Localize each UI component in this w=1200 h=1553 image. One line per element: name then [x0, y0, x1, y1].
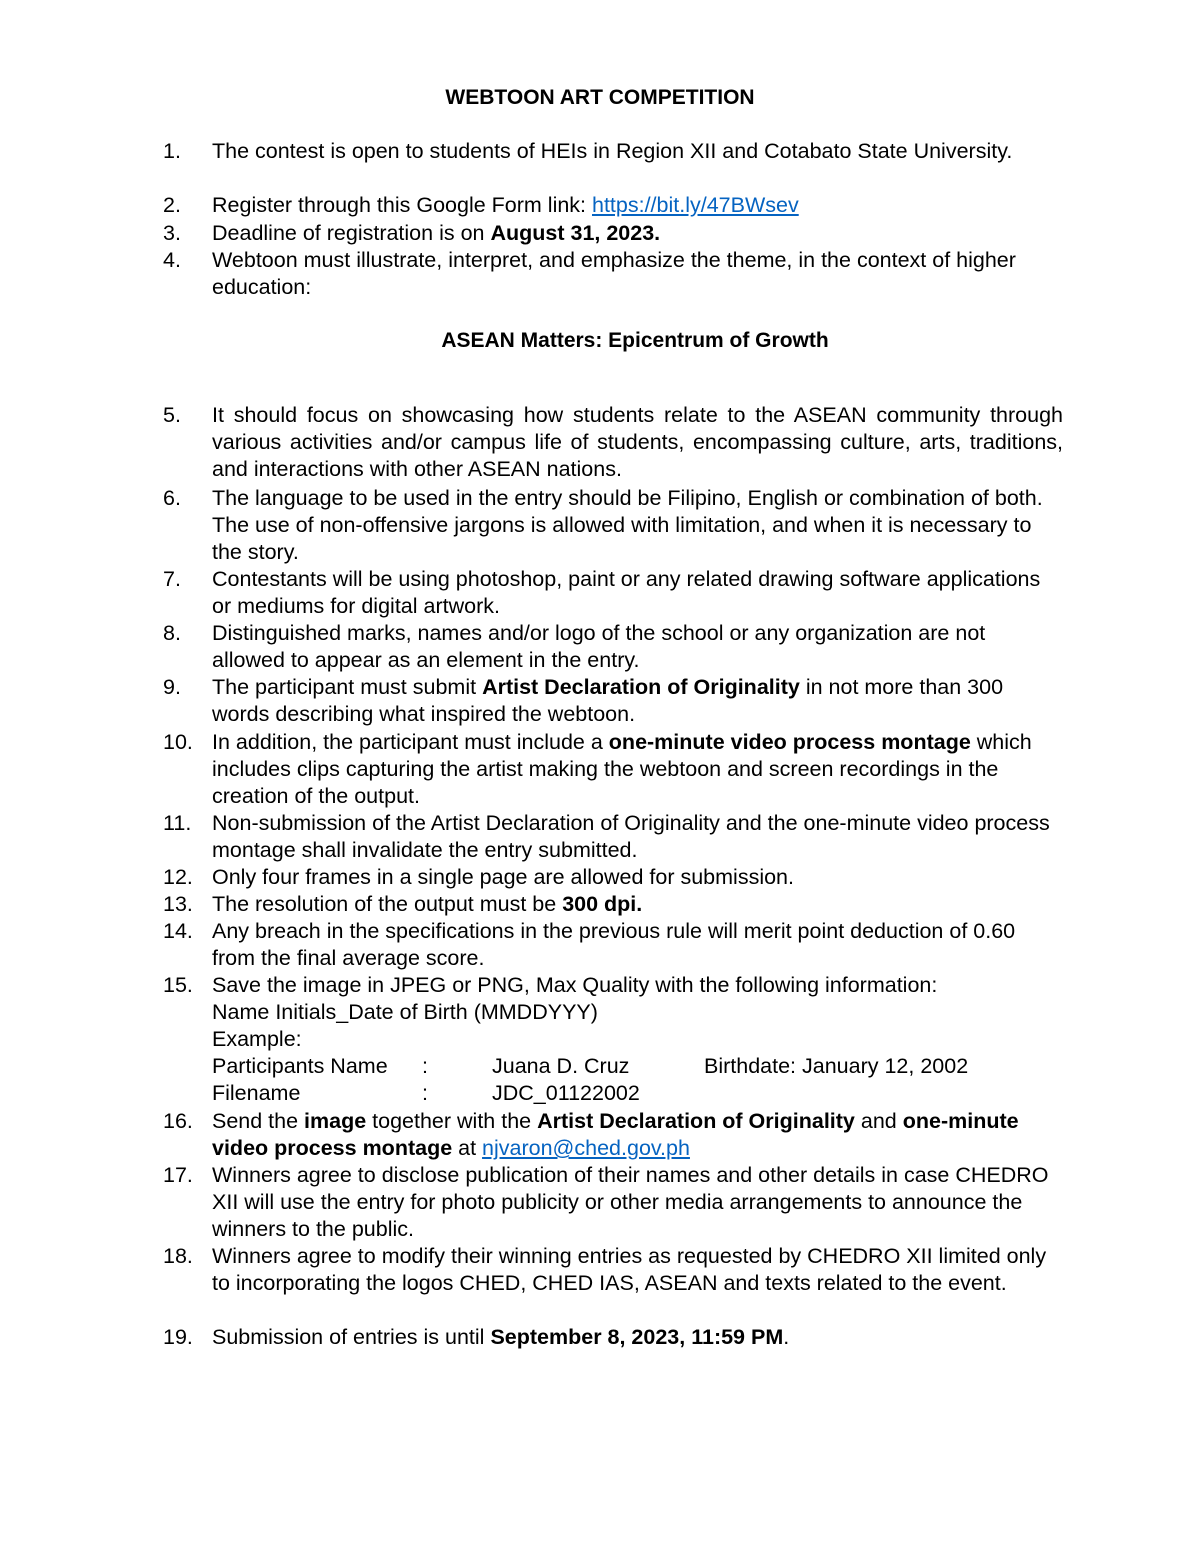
rule-1	[163, 138, 1063, 165]
example-value: Juana D. Cruz	[492, 1054, 630, 1078]
rule-number: 4.	[163, 248, 181, 272]
emphasis: Artist Declaration of Originality	[537, 1109, 855, 1133]
rule-6	[163, 485, 1063, 566]
rule-text: Distinguished marks, names and/or logo of the school or any organization are not allowed to appear as an element in the entry.	[212, 621, 986, 672]
rule-number: 2.	[163, 193, 181, 217]
rule-15	[163, 972, 1063, 1107]
rule-text: Send the	[212, 1109, 305, 1133]
rule-text: Webtoon must illustrate, interpret, and emphasize the theme, in the context of higher education:	[212, 248, 1016, 299]
example-key: Filename	[212, 1081, 301, 1105]
rule-text: The participant must submit	[212, 675, 483, 699]
rule-number: 1.	[163, 139, 181, 163]
rule-text: together with the	[366, 1109, 538, 1133]
rule-text: in not more than 300 words describing what inspired the webtoon.	[212, 675, 1004, 726]
rule-text: Non-submission of the Artist Declaration of Originality and the one-minute video process montage shall invalidate the entry submitted.	[212, 811, 1050, 862]
rule-number: 14.	[163, 919, 193, 943]
filename-format: Name Initials_Date of Birth (MMDDYYY)	[212, 1000, 598, 1024]
example-row-participant	[212, 1053, 1063, 1080]
example-birthdate: Birthdate: January 12, 2002	[704, 1054, 969, 1078]
emphasis: one-minute video process montage	[212, 1109, 1019, 1160]
rule-text: Contestants will be using photoshop, paint or any related drawing software applications or mediums for digital artwork.	[212, 567, 1041, 618]
rule-text: Winners agree to disclose publication of their names and other details in case CHEDRO XII will use the entry for photo publicity or other media arrangements to announce the winners to the public.	[212, 1163, 1049, 1241]
rule-number: 16.	[163, 1109, 193, 1133]
rule-text: Submission of entries is until	[212, 1325, 491, 1349]
rule-number: 18.	[163, 1244, 193, 1268]
document-title: WEBTOON ART COMPETITION	[445, 86, 755, 109]
example-colon: :	[422, 1081, 428, 1105]
rule-text: at	[452, 1136, 483, 1160]
rule-number: 6.	[163, 486, 181, 510]
rule-3	[163, 220, 1063, 247]
rule-text: Any breach in the specifications in the previous rule will merit point deduction of 0.60 from the final average score.	[212, 919, 1016, 970]
example-label: Example:	[212, 1027, 302, 1051]
rule-7	[163, 566, 1063, 620]
rule-number: 3.	[163, 221, 181, 245]
rule-text: The language to be used in the entry should be Filipino, English or combination of both. The use of non-offensive jargons is allowed with limitation, and when it is necessary to the story.	[212, 486, 1043, 564]
example-colon: :	[422, 1054, 428, 1078]
rule-text: which includes clips capturing the artist making the webtoon and screen recordings in the creation of the output.	[212, 730, 1032, 808]
rule-text: Winners agree to modify their winning entries as requested by CHEDRO XII limited only to incorporating the logos CHED, CHED IAS, ASEAN and texts related to the event.	[212, 1244, 1047, 1295]
rule-number: 5.	[163, 403, 181, 427]
emphasis: Artist Declaration of Originality	[482, 675, 800, 699]
submission-deadline: September 8, 2023, 11:59 PM	[490, 1325, 784, 1349]
rule-text: The contest is open to students of HEIs in Region XII and Cotabato State University.	[212, 139, 1013, 163]
rule-number: 9.	[163, 675, 181, 699]
rule-17	[163, 1162, 1063, 1243]
rule-number: 19.	[163, 1325, 193, 1349]
rule-2	[163, 192, 1063, 219]
emphasis: one-minute video process montage	[608, 730, 971, 754]
rule-number: 13.	[163, 892, 193, 916]
email-link[interactable]: njvaron@ched.gov.ph	[482, 1136, 690, 1160]
rule-13	[163, 891, 1063, 918]
example-key: Participants Name	[212, 1054, 388, 1078]
registration-deadline: August 31, 2023.	[490, 221, 661, 245]
rule-16	[163, 1108, 1063, 1162]
rule-number: 8.	[163, 621, 181, 645]
rule-text: Register through this Google Form link:	[212, 193, 592, 217]
rule-19	[163, 1324, 1063, 1351]
rule-text: The resolution of the output must be	[212, 892, 563, 916]
rule-12	[163, 864, 1063, 891]
rule-4	[163, 247, 1063, 301]
emphasis: image	[304, 1109, 367, 1133]
rule-number: 12.	[163, 865, 193, 889]
rule-number: 15.	[163, 973, 193, 997]
rule-18	[163, 1243, 1063, 1297]
rule-text: and	[854, 1109, 903, 1133]
rule-5	[163, 402, 1063, 483]
rule-text: Only four frames in a single page are allowed for submission.	[212, 865, 794, 889]
google-form-link[interactable]: https://bit.ly/47BWsev	[592, 193, 799, 217]
rule-number: 10.	[163, 730, 193, 754]
example-value: JDC_01122002	[492, 1081, 640, 1105]
resolution-value: 300 dpi.	[562, 892, 643, 916]
rule-number: 11.	[163, 811, 192, 835]
rule-text: Save the image in JPEG or PNG, Max Quality with the following information:	[212, 973, 938, 997]
example-row-filename	[212, 1080, 1063, 1107]
rule-text: In addition, the participant must include a	[212, 730, 609, 754]
rule-8	[163, 620, 1063, 674]
rule-11	[163, 810, 1063, 864]
rule-number: 17.	[163, 1163, 193, 1187]
rule-text: Deadline of registration is on	[212, 221, 491, 245]
rule-14	[163, 918, 1063, 972]
theme-heading: ASEAN Matters: Epicentrum of Growth	[441, 329, 829, 352]
rule-number: 7.	[163, 567, 181, 591]
rule-text: .	[783, 1325, 790, 1349]
rule-10	[163, 729, 1063, 810]
rule-text: It should focus on showcasing how students relate to the ASEAN community through various activities and/or campus life of students, encompassing culture, arts, traditions, and interactions with other ASEAN nations.	[212, 403, 1063, 481]
rule-9	[163, 674, 1063, 728]
